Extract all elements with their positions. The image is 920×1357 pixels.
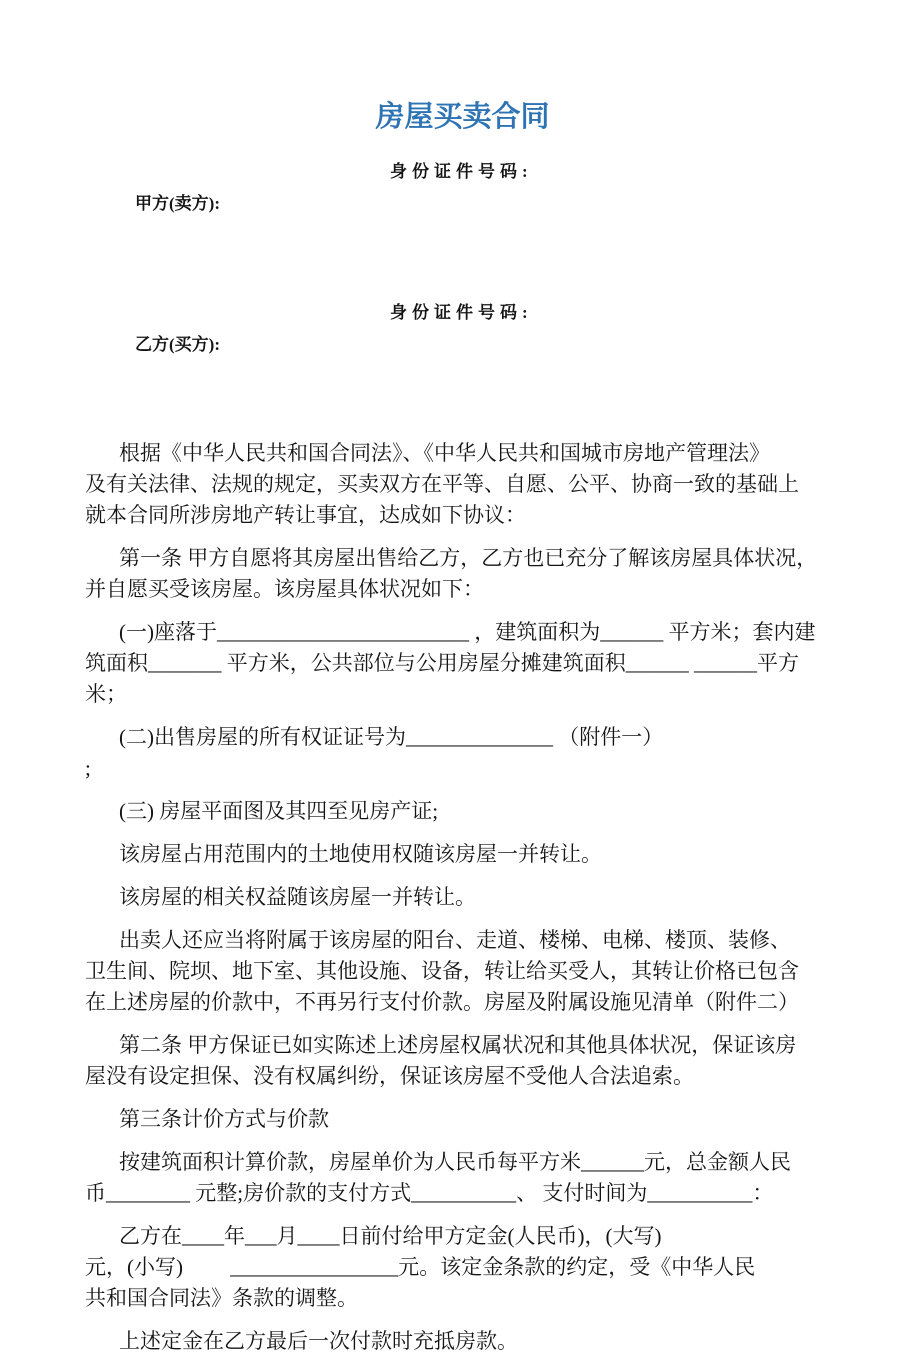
paragraph-line: 第三条计价方式与价款 — [119, 1107, 329, 1131]
contract-paragraph — [85, 543, 840, 605]
contract-paragraph — [85, 925, 840, 1018]
contract-body — [85, 438, 840, 1357]
paragraph-line: 元，(小写) ________________元。该定金条款的约定，受《中华人民 — [85, 1255, 756, 1279]
paragraph-line: 币________ 元整;房价款的支付方式__________、 支付时间为__________： — [85, 1181, 774, 1205]
party-buyer-label: 乙方(买方): — [135, 335, 220, 354]
paragraph-line: 第一条 甲方自愿将其房屋出售给乙方，乙方也已充分了解该房屋具体状况， — [119, 546, 818, 570]
paragraph-line: 及有关法律、法规的规定，买卖双方在平等、自愿、公平、协商一致的基础上 — [85, 472, 799, 496]
contract-paragraph — [85, 438, 840, 531]
contract-paragraph — [85, 1147, 840, 1209]
paragraph-line: 乙方在____年___月____日前付给甲方定金(人民币)，(大写) — [119, 1224, 662, 1248]
contract-paragraph — [85, 839, 840, 870]
paragraph-line: 根据《中华人民共和国合同法》、《中华人民共和国城市房地产管理法》 — [119, 441, 770, 465]
contract-paragraph — [85, 882, 840, 913]
paragraph-line: 出卖人还应当将附属于该房屋的阳台、走道、楼梯、电梯、楼顶、装修、 — [119, 928, 791, 952]
contract-paragraph — [85, 1030, 840, 1092]
page-title: 房屋买卖合同 — [375, 101, 550, 133]
paragraph-line: 屋没有设定担保、没有权属纠纷，保证该房屋不受他人合法追索。 — [85, 1064, 694, 1088]
paragraph-line: 就本合同所涉房地产转让事宜，达成如下协议： — [85, 503, 526, 527]
paragraph-line: 该房屋的相关权益随该房屋一并转让。 — [119, 885, 476, 909]
paragraph-line: 并自愿买受该房屋。该房屋具体状况如下： — [85, 577, 484, 601]
contract-paragraph — [85, 796, 840, 827]
paragraph-line: ; — [85, 756, 91, 780]
paragraph-line: 卫生间、院坝、地下室、其他设施、设备，转让给买受人，其转让价格已包含 — [85, 959, 799, 983]
paragraph-line: (二)出售房屋的所有权证证号为______________ （附件一） — [119, 725, 664, 749]
paragraph-line: 共和国合同法》条款的调整。 — [85, 1286, 358, 1310]
party-seller-id-label: 身份证件号码: — [390, 162, 533, 181]
paragraph-line: 第二条 甲方保证已如实陈述上述房屋权属状况和其他具体状况，保证该房 — [119, 1033, 797, 1057]
contract-paragraph — [85, 722, 840, 784]
paragraph-line: 上述定金在乙方最后一次付款时充抵房款。 — [119, 1329, 518, 1353]
party-seller-line — [85, 156, 840, 284]
contract-paragraph — [85, 1104, 840, 1135]
paragraph-line: 该房屋占用范围内的土地使用权随该房屋一并转让。 — [119, 842, 602, 866]
paragraph-line: (三) 房屋平面图及其四至见房产证; — [119, 799, 439, 823]
contract-paragraph — [85, 1221, 840, 1314]
paragraph-line: 按建筑面积计算价款，房屋单价为人民币每平方米______元，总金额人民 — [119, 1150, 791, 1174]
paragraph-line: 米； — [85, 682, 127, 706]
party-seller-label: 甲方(卖方): — [135, 194, 220, 213]
paragraph-line: 筑面积_______ 平方米，公共部位与公用房屋分摊建筑面积______ ______平方 — [85, 651, 799, 675]
paragraph-line: 在上述房屋的价款中，不再另行支付价款。房屋及附属设施见清单（附件二） — [85, 990, 799, 1014]
paragraph-line: (一)座落于________________________ ，建筑面积为______ 平方米；套内建 — [119, 620, 816, 644]
party-buyer-id-label: 身份证件号码: — [390, 303, 533, 322]
contract-paragraph — [85, 1326, 840, 1357]
contract-paragraph — [85, 617, 840, 710]
party-buyer-line — [85, 297, 840, 425]
